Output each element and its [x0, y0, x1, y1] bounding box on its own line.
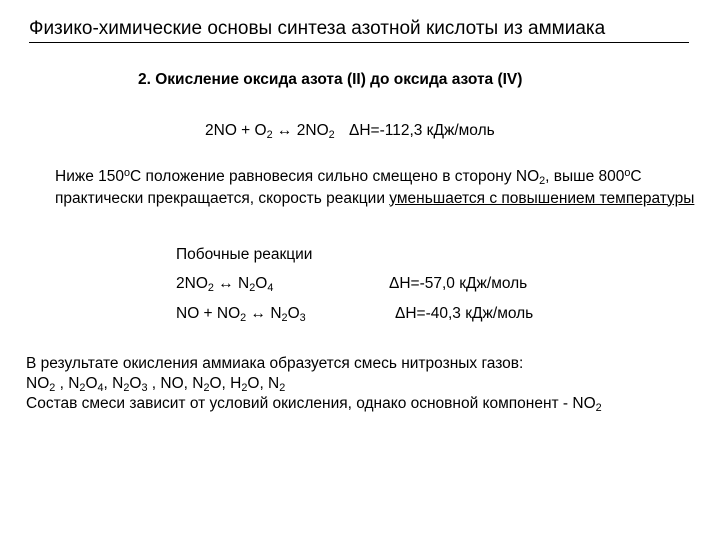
gas-sub: 3	[141, 382, 148, 394]
gas: NO	[26, 375, 50, 392]
gas-sub: 2	[203, 382, 210, 394]
gas: O	[85, 375, 98, 392]
gas-sub: 2	[241, 382, 248, 394]
title-underline	[29, 42, 689, 43]
gas-sub: 2	[79, 382, 86, 394]
eq-enthalpy: ΔH=-112,3 кДж/моль	[348, 122, 495, 139]
underlined-text: уменьшается с повышением температуры	[389, 189, 695, 207]
r2-a-sub: 2	[240, 312, 247, 324]
gas-sub: 2	[279, 382, 286, 394]
degree-sup: o	[124, 167, 131, 179]
conclusion-line-1: В результате окисления аммиака образуется смесь нитрозных газов:	[26, 355, 524, 372]
r1-b: N	[238, 275, 250, 292]
gas: , N	[55, 375, 80, 392]
r2-arrow: ↔	[246, 305, 271, 322]
gas: O, N	[247, 375, 280, 392]
eq-rhs-sub: 2	[328, 129, 335, 141]
side-reaction-2-enthalpy: ΔH=-40,3 кДж/моль	[395, 305, 534, 322]
conclusion-block	[26, 354, 716, 414]
gas: , N	[103, 375, 124, 392]
side-reaction-2	[176, 305, 306, 323]
para-text: , выше 800	[545, 168, 625, 185]
eq-rhs: 2NO	[296, 122, 329, 139]
eq-arrow: ↔	[272, 122, 297, 139]
r2-b-sub: 2	[281, 312, 288, 324]
r2-c-sub: 3	[299, 312, 306, 324]
main-reaction-equation	[205, 122, 495, 140]
slide-title: Физико-химические основы синтеза азотной кислоты из аммиака	[29, 18, 606, 39]
r1-a: 2NO	[176, 275, 208, 292]
side-reaction-1-enthalpy: ΔH=-57,0 кДж/моль	[389, 275, 528, 292]
equilibrium-paragraph	[55, 166, 695, 209]
r1-c: O	[255, 275, 268, 292]
para-sub: 2	[539, 175, 546, 187]
r2-b: N	[270, 305, 282, 322]
eq-lhs: 2NO + O	[205, 122, 267, 139]
r1-b-sub: 2	[249, 282, 256, 294]
conclusion-text: Состав смеси зависит от условий окисления, однако основной компонент - NO	[26, 395, 596, 412]
r1-c-sub: 4	[267, 282, 274, 294]
gas: O	[129, 375, 142, 392]
r1-a-sub: 2	[207, 282, 214, 294]
section-subtitle: 2. Окисление оксида азота (II) до оксида азота (IV)	[138, 71, 523, 88]
conclusion-line-2	[26, 374, 716, 394]
conclusion-line-3	[26, 394, 716, 414]
gas-sub: 4	[97, 382, 104, 394]
gas: O, H	[209, 375, 242, 392]
gas-sub: 2	[123, 382, 130, 394]
r2-c: O	[287, 305, 300, 322]
conclusion-sub: 2	[595, 402, 602, 414]
r2-a: NO + NO	[176, 305, 241, 322]
degree-sup: o	[624, 167, 631, 179]
para-text: С практически прекращается, скорость реакции	[55, 168, 642, 207]
side-reactions-heading: Побочные реакции	[176, 246, 313, 263]
eq-lhs-sub: 2	[266, 129, 273, 141]
gas-sub: 2	[49, 382, 56, 394]
para-text: С положение равновесия сильно смещено в сторону NO	[130, 168, 540, 185]
side-reaction-1	[176, 275, 273, 293]
gas: , NO, N	[147, 375, 204, 392]
r1-arrow: ↔	[213, 275, 239, 292]
para-text: Ниже 150	[55, 168, 125, 185]
